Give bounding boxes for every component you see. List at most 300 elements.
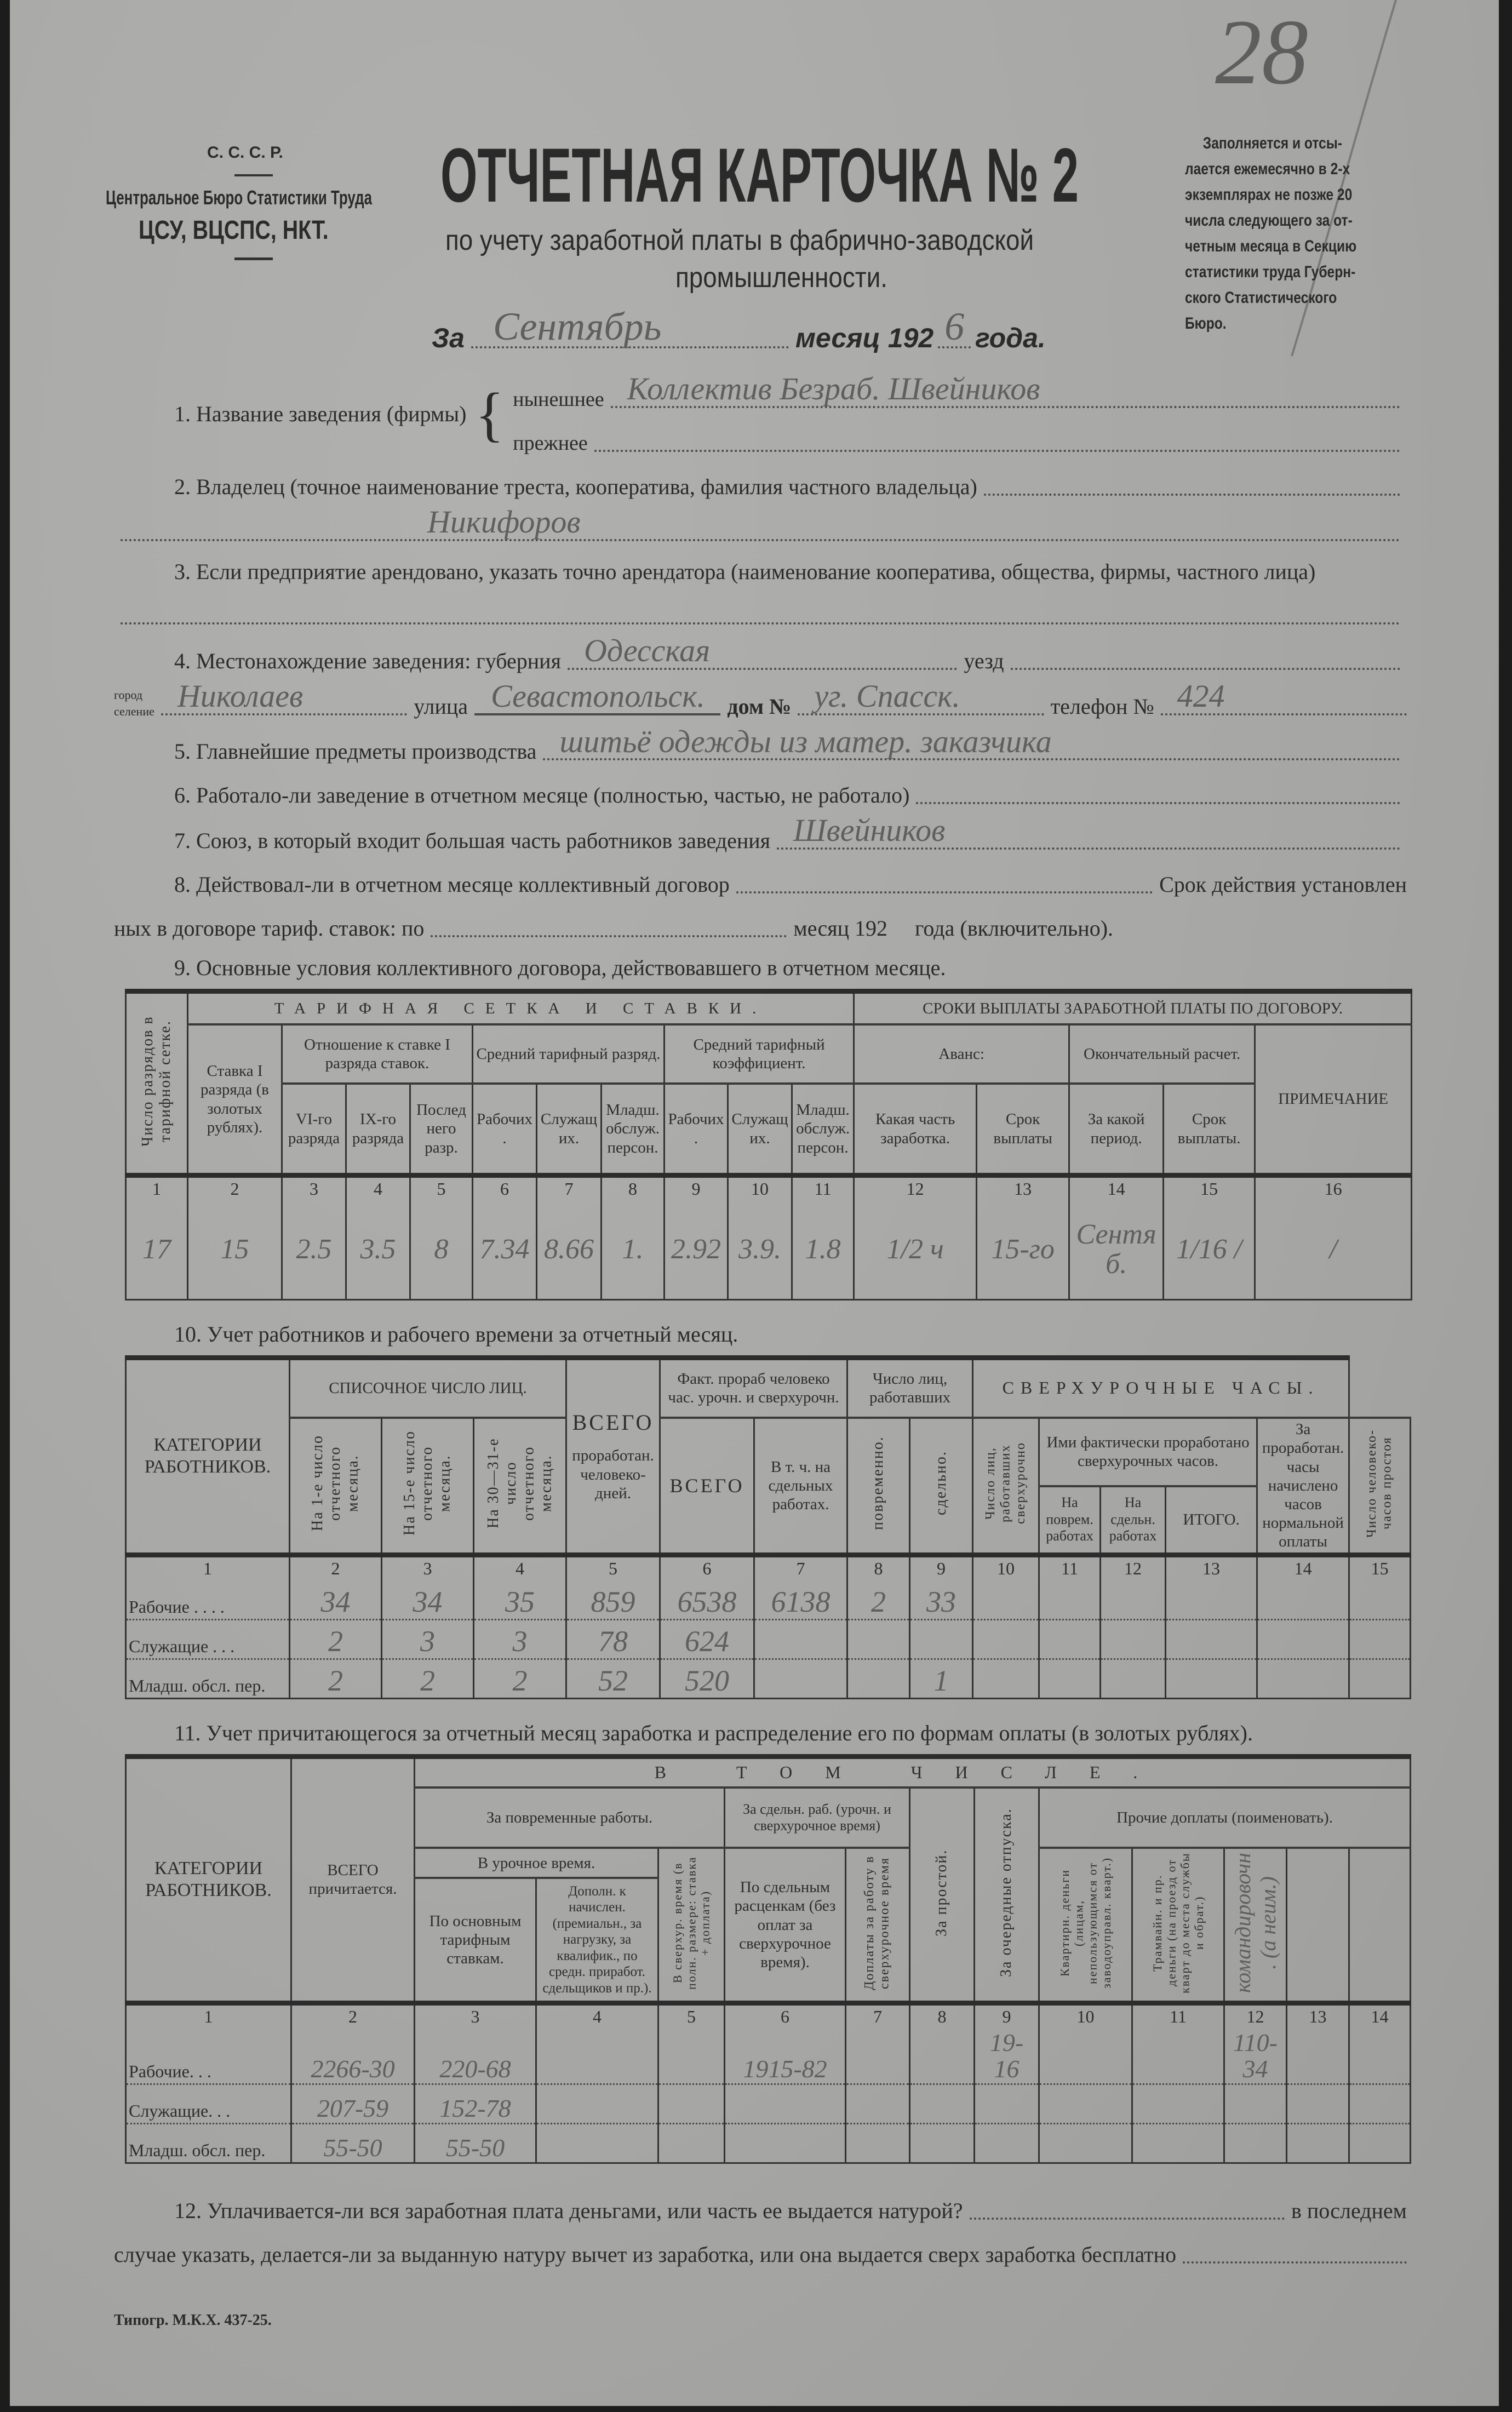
- column-number: 8: [602, 1176, 665, 1201]
- column-number: 12: [1224, 2003, 1287, 2028]
- q1-prev-label: прежнее: [513, 432, 588, 455]
- column-number: 2: [291, 2003, 415, 2028]
- table-cell[interactable]: [1349, 1619, 1411, 1659]
- q2-label: 2. Владелец (точное наименование треста, кооператива, фамилия частного владельца): [174, 474, 977, 499]
- column-number: 14: [1257, 1555, 1349, 1580]
- collective-agreement-table: [125, 989, 1412, 1300]
- period-row: [432, 307, 1046, 354]
- header-col-10: [973, 1418, 1039, 1555]
- table-cell[interactable]: 15-го: [977, 1201, 1069, 1299]
- column-number: 7: [754, 1555, 847, 1580]
- table-cell[interactable]: 35: [474, 1580, 566, 1619]
- header-total-sub: проработан. человеко-дней.: [572, 1447, 654, 1502]
- table-cell[interactable]: [536, 2084, 658, 2124]
- header-col-6: ВСЕГО: [660, 1418, 754, 1555]
- header-col-15: [1349, 1418, 1411, 1555]
- table-cell[interactable]: 3.5: [346, 1201, 410, 1299]
- table-cell[interactable]: 207-59: [291, 2084, 415, 2124]
- table-cell[interactable]: 3: [382, 1619, 474, 1659]
- bureau-label: Центральное Бюро Статистики Труда: [106, 186, 372, 209]
- q4-house-label: дом №: [727, 694, 792, 719]
- q7-field[interactable]: [777, 814, 1400, 850]
- table-cell[interactable]: [725, 2084, 846, 2124]
- table-row: [126, 1619, 1411, 1659]
- table-cell[interactable]: [910, 2029, 975, 2084]
- header-time-work: За повременные работы.: [415, 1787, 725, 1848]
- table-cell[interactable]: [1224, 2084, 1287, 2124]
- q4-phone-value: 424: [1177, 678, 1225, 714]
- q6-row: [114, 770, 1407, 809]
- q4-uezd-label: уезд: [964, 648, 1004, 673]
- row-category: Рабочие. . .: [126, 2029, 291, 2084]
- header-col-4: Дополн. к начислен. (премиальн., за нагрузку, за квалифик., по средн. приработ. сдельщиков и пр.).: [536, 1878, 658, 2003]
- q8-line2-a: ных в договоре тариф. ставок: по: [114, 916, 425, 941]
- table-cell[interactable]: 8: [410, 1201, 473, 1299]
- q8-label: 8. Действовал-ли в отчетном месяце коллективный договор: [174, 872, 730, 897]
- table-cell[interactable]: 6538: [660, 1580, 754, 1619]
- header-col-8: [910, 1787, 975, 2003]
- table-cell[interactable]: 19-16: [975, 2029, 1039, 2084]
- column-number: 5: [566, 1555, 660, 1580]
- table-cell[interactable]: 220-68: [415, 2029, 536, 2084]
- q3-label: 3. Если предприятие арендовано, указать точно арендатора (наименование кооператива, общества, фирмы, частного лица): [174, 559, 1316, 584]
- header-regular-time: В урочное время.: [415, 1848, 658, 1878]
- table-cell[interactable]: 1.: [602, 1201, 665, 1299]
- table-cell[interactable]: 152-78: [415, 2084, 536, 2124]
- header-piece-work: За сдельн. раб. (урочн. и сверхурочное время): [725, 1787, 910, 1848]
- header-col-12: Какая часть заработка.: [854, 1084, 977, 1176]
- table-cell[interactable]: 2: [290, 1619, 382, 1659]
- q4-house-value: уг. Спасск.: [814, 678, 960, 714]
- q12-line-1: 12. Уплачивается-ли вся заработная плата деньгами, или часть ее выдается натурой?: [174, 2198, 963, 2224]
- q4-phone-label: телефон №: [1050, 694, 1154, 719]
- header-categories: КАТЕГОРИИ РАБОТНИКОВ.: [126, 1756, 291, 2003]
- q8-term-label: Срок действия установлен: [1159, 872, 1407, 897]
- table-cell[interactable]: [846, 2124, 910, 2163]
- table-cell[interactable]: 110-34: [1224, 2029, 1287, 2084]
- table-cell[interactable]: [1349, 1580, 1411, 1619]
- header-label: На 30—31-е число отчетного месяца.: [484, 1438, 555, 1529]
- table-cell[interactable]: [1166, 1580, 1257, 1619]
- table-cell[interactable]: Сентяб.: [1069, 1201, 1164, 1299]
- table-cell[interactable]: [1039, 1659, 1101, 1698]
- q1-now-label: нынешнее: [513, 388, 604, 411]
- q4-street-field[interactable]: [474, 680, 720, 715]
- table-cell[interactable]: [1039, 2124, 1132, 2163]
- table-row: [126, 2084, 1411, 2124]
- header-col-11: Младш. обслуж. персон.: [792, 1084, 854, 1176]
- header-col-7: В т. ч. на сдельных работах.: [754, 1418, 847, 1555]
- q9-row: [114, 947, 1407, 981]
- row-category: Младш. обсл. пер.: [126, 2124, 291, 2163]
- note-line: ского Статистического: [1185, 289, 1337, 307]
- table-cell[interactable]: [910, 2084, 975, 2124]
- table-cell[interactable]: [658, 2124, 725, 2163]
- q9-label: 9. Основные условия коллективного договора, действовавшего в отчетном месяце.: [174, 955, 946, 981]
- table-cell[interactable]: 1.8: [792, 1201, 854, 1299]
- header-list-count: СПИСОЧНОЕ ЧИСЛО ЛИЦ.: [290, 1357, 566, 1418]
- q5-row: [114, 725, 1407, 765]
- earnings-table: [125, 1754, 1411, 2164]
- table-cell[interactable]: 1915-82: [725, 2029, 846, 2084]
- note-line: четным месяца в Секцию: [1185, 237, 1357, 255]
- q1-label: 1. Название заведения (фирмы): [174, 402, 467, 427]
- period-year-value: 6: [944, 305, 965, 348]
- table-cell[interactable]: [536, 2124, 658, 2163]
- q8-line2-b: месяц 192: [793, 916, 888, 941]
- divider: [234, 174, 273, 176]
- table-cell[interactable]: [973, 1580, 1039, 1619]
- header-overtime: СВЕРХУРОЧНЫЕ ЧАСЫ.: [973, 1357, 1349, 1418]
- table-cell[interactable]: 859: [566, 1580, 660, 1619]
- table-cell[interactable]: [1224, 2124, 1287, 2163]
- column-number: 2: [290, 1555, 382, 1580]
- table-cell[interactable]: [846, 2029, 910, 2084]
- table-cell[interactable]: [1257, 1619, 1349, 1659]
- subtitle-line-1: по учету заработной платы в фабрично-заводской: [445, 225, 1034, 256]
- table-cell[interactable]: [1257, 1659, 1349, 1698]
- header-total-label: ВСЕГО: [572, 1410, 654, 1435]
- table-row: [126, 1201, 1412, 1299]
- table-cell[interactable]: [725, 2124, 846, 2163]
- table-cell[interactable]: [1257, 1580, 1349, 1619]
- header-final: Окончательный расчет.: [1069, 1024, 1255, 1084]
- table-cell[interactable]: [1039, 1580, 1101, 1619]
- header-col-3: VI-го разряда: [282, 1084, 346, 1176]
- q12-line-1-end: в последнем: [1291, 2198, 1407, 2224]
- table-cell[interactable]: [1287, 2124, 1349, 2163]
- header-payment-terms: СРОКИ ВЫПЛАТЫ ЗАРАБОТНОЙ ПЛАТЫ ПО ДОГОВОРУ.: [854, 992, 1412, 1024]
- printer-imprint: Типогр. М.К.Х. 437-25.: [114, 2311, 272, 2329]
- header-label: Доплаты за работу в сверхурочное время: [862, 1855, 892, 1990]
- note-line: числа следующего за от-: [1185, 211, 1353, 230]
- table-cell[interactable]: [847, 1659, 910, 1698]
- header-col-5: Последнего разр.: [410, 1084, 473, 1176]
- header-col-11: На поврем. работах: [1039, 1486, 1101, 1555]
- table-cell[interactable]: [847, 1619, 910, 1659]
- header-worked-overtime: Ими фактически проработано сверхурочных часов.: [1039, 1418, 1257, 1486]
- table-cell[interactable]: 1/16 /: [1164, 1201, 1255, 1299]
- q8-line2-c: года (включительно).: [915, 916, 1114, 941]
- q4-city-field[interactable]: [161, 680, 407, 715]
- period-year-field[interactable]: [938, 307, 971, 348]
- table-cell[interactable]: [1166, 1659, 1257, 1698]
- table-cell[interactable]: 2: [847, 1580, 910, 1619]
- header-fact-hours: Факт. прораб человеко час. урочн. и сверхурочн.: [660, 1357, 847, 1418]
- row-category: Служащие . . .: [126, 1619, 290, 1659]
- column-number: 15: [1349, 1555, 1411, 1580]
- column-number: 11: [792, 1176, 854, 1201]
- header-label: На 1-е число отчетного месяца.: [309, 1435, 362, 1532]
- q1-now-value: Коллектив Безраб. Швейников: [627, 371, 1040, 406]
- table-cell[interactable]: [754, 1659, 847, 1698]
- q8-field[interactable]: [736, 860, 1153, 893]
- column-numbers-row: [126, 2003, 1411, 2028]
- header-note: ПРИМЕЧАНИЕ: [1255, 1024, 1412, 1176]
- table-cell[interactable]: [975, 2084, 1039, 2124]
- table-cell[interactable]: 34: [290, 1580, 382, 1619]
- note-line: статистики труда Губерн-: [1185, 263, 1356, 281]
- table-cell[interactable]: /: [1255, 1201, 1412, 1299]
- header-rate-grade-1: Ставка I разряда (в золотых рублях).: [188, 1024, 282, 1176]
- table-cell[interactable]: 33: [910, 1580, 973, 1619]
- q4-gubernia-field[interactable]: [568, 634, 957, 670]
- table-row: [126, 2124, 1411, 2163]
- q5-value: шитьё одежды из матер. заказчика: [559, 723, 1052, 759]
- table-cell[interactable]: 2.5: [282, 1201, 346, 1299]
- q8-row-2: [114, 903, 1407, 942]
- table-cell[interactable]: [1349, 2029, 1411, 2084]
- header-col-14: За проработан. часы начислено часов нормальной оплаты: [1257, 1418, 1349, 1555]
- q1-prev-field[interactable]: [594, 418, 1400, 452]
- table-cell[interactable]: [1101, 1619, 1166, 1659]
- column-number: 10: [973, 1555, 1039, 1580]
- q2-field[interactable]: [984, 462, 1400, 496]
- column-number: 2: [188, 1176, 282, 1201]
- q3-row: [114, 551, 1407, 585]
- column-number: 7: [537, 1176, 602, 1201]
- table-cell[interactable]: 624: [660, 1619, 754, 1659]
- table-cell[interactable]: 78: [566, 1619, 660, 1659]
- header-label: повременно.: [869, 1436, 887, 1531]
- column-number: 4: [474, 1555, 566, 1580]
- table-cell[interactable]: [1349, 2084, 1411, 2124]
- row-category: Рабочие . . . .: [126, 1580, 290, 1619]
- period-month-value: Сентябрь: [492, 305, 662, 348]
- table-cell[interactable]: 52: [566, 1659, 660, 1698]
- table-cell[interactable]: [754, 1619, 847, 1659]
- column-number: 9: [975, 2003, 1039, 2028]
- column-number: 11: [1132, 2003, 1224, 2028]
- header-label: На 15-е число отчетного месяца.: [401, 1430, 454, 1536]
- orgs-label: ЦСУ, ВЦСПС, НКТ.: [139, 216, 329, 245]
- header-col-4: [474, 1418, 566, 1555]
- header-col-9: [910, 1418, 973, 1555]
- column-number: 7: [846, 2003, 910, 2028]
- table-cell[interactable]: [1287, 2084, 1349, 2124]
- column-number: 16: [1255, 1176, 1412, 1201]
- q10-label: 10. Учет работников и рабочего времени за отчетный месяц.: [174, 1321, 738, 1347]
- header-total-days: [566, 1357, 660, 1555]
- table-cell[interactable]: [1101, 1580, 1166, 1619]
- header-col-3: По основным тарифным ставкам.: [415, 1878, 536, 2003]
- header-label: Трамвайн. и пр. деньги (на проезд от кварт до места службы и обрат.): [1150, 1852, 1206, 1993]
- table-cell[interactable]: [1132, 2029, 1224, 2084]
- header-persons: Число лиц, работавших: [847, 1357, 973, 1418]
- column-number: 5: [658, 2003, 725, 2028]
- table-cell[interactable]: 1: [910, 1659, 973, 1698]
- q4-gubernia-value: Одесская: [583, 632, 711, 668]
- q11-label: 11. Учет причитающегося за отчетный месяц заработка и распределение его по формам оплаты (в золотых рублях).: [174, 1720, 1253, 1745]
- table-cell[interactable]: 3: [474, 1619, 566, 1659]
- table-cell[interactable]: [1101, 1659, 1166, 1698]
- table-cell[interactable]: [658, 2084, 725, 2124]
- q4-uezd-field[interactable]: [1011, 636, 1400, 670]
- header-col-8: Младш. обслуж. персон.: [602, 1084, 665, 1176]
- table-cell[interactable]: [1039, 1619, 1101, 1659]
- q1-now-field[interactable]: [611, 373, 1400, 408]
- header-label: Квартирн. деньги (лицам, непользующимся от заводоуправл. кварт.): [1057, 1857, 1113, 1989]
- table-cell[interactable]: 2.92: [665, 1201, 728, 1299]
- period-suffix: года.: [975, 322, 1046, 353]
- q12-line-2: случае указать, делается-ли за выданную натуру вычет из заработка, или она выдается сверх заработка бесплатно: [114, 2242, 1177, 2267]
- table-cell[interactable]: 2266-30: [291, 2029, 415, 2084]
- table-cell[interactable]: [1039, 2029, 1132, 2084]
- table-cell[interactable]: 2: [474, 1659, 566, 1698]
- q12-field[interactable]: [970, 2186, 1285, 2220]
- column-number: 8: [847, 1555, 910, 1580]
- q4-house-field[interactable]: [798, 680, 1044, 715]
- header-label: За простой.: [933, 1848, 950, 1937]
- q4-address-row: [114, 680, 1407, 720]
- q1-prev-row: [513, 418, 1407, 456]
- form-body: [114, 373, 1407, 2329]
- q11-row: [114, 1712, 1407, 1746]
- header-col-2: [290, 1418, 382, 1555]
- header-tariff-grid: ТАРИФНАЯ СЕТКА И СТАВКИ.: [188, 992, 854, 1024]
- table-cell[interactable]: [975, 2124, 1039, 2163]
- table-cell[interactable]: 17: [126, 1201, 188, 1299]
- header-label-handwritten: командировочн. (а неим.): [1230, 1852, 1280, 1993]
- table-cell[interactable]: 2: [382, 1659, 474, 1698]
- header-col-8: [847, 1418, 910, 1555]
- footer-row: [114, 2295, 1407, 2329]
- period-month-label: месяц 192: [795, 322, 934, 353]
- q5-field[interactable]: [543, 725, 1400, 761]
- q4-phone-field[interactable]: [1161, 680, 1407, 715]
- table-cell[interactable]: [1039, 2084, 1132, 2124]
- header-col-10: [1039, 1848, 1132, 2003]
- table-cell[interactable]: [910, 1619, 973, 1659]
- instructions-note: [1185, 130, 1356, 336]
- note-line: Бюро.: [1185, 314, 1227, 333]
- workers-time-table: [125, 1355, 1411, 1699]
- header-col-12: На сдельн. работах: [1101, 1486, 1166, 1555]
- q3-field[interactable]: [121, 591, 1400, 625]
- column-number: 3: [382, 1555, 474, 1580]
- q4-street-label: улица: [414, 694, 468, 719]
- column-number: 13: [977, 1176, 1069, 1201]
- q4-row: [114, 634, 1407, 674]
- table-cell[interactable]: 6138: [754, 1580, 847, 1619]
- header-col-13: ИТОГО.: [1166, 1486, 1257, 1555]
- table-cell[interactable]: [1349, 2124, 1411, 2163]
- table-cell[interactable]: [973, 1619, 1039, 1659]
- column-number: 4: [536, 2003, 658, 2028]
- table-cell[interactable]: [910, 2124, 975, 2163]
- header-col-6: Рабочих.: [473, 1084, 537, 1176]
- table-cell[interactable]: [1132, 2084, 1224, 2124]
- header-label: В сверхур. время (в полн. размере: ставка + доплата): [671, 1855, 712, 1990]
- header-total: ВСЕГО причитается.: [291, 1756, 415, 2003]
- q7-label: 7. Союз, в который входит большая часть работников заведения: [174, 828, 771, 853]
- table-cell[interactable]: 55-50: [291, 2124, 415, 2163]
- period-prefix: За: [432, 322, 465, 353]
- q2-field-line2[interactable]: [121, 503, 1400, 541]
- table-cell[interactable]: 55-50: [415, 2124, 536, 2163]
- q2-value: Никифоров: [427, 503, 581, 540]
- table-cell[interactable]: 34: [382, 1580, 474, 1619]
- column-number: 11: [1039, 1555, 1101, 1580]
- column-number: 12: [1101, 1555, 1166, 1580]
- table-cell[interactable]: 3.9.: [728, 1201, 792, 1299]
- q6-field[interactable]: [916, 770, 1400, 804]
- table-cell[interactable]: 7.34: [473, 1201, 537, 1299]
- table-cell[interactable]: 8.66: [537, 1201, 602, 1299]
- note-line: экземплярах не позже 20: [1185, 186, 1353, 204]
- header-label: сдельно.: [932, 1451, 949, 1516]
- column-number: 9: [910, 1555, 973, 1580]
- period-month-field[interactable]: [471, 307, 789, 348]
- table-cell[interactable]: [1132, 2124, 1224, 2163]
- header-col-11: [1132, 1848, 1224, 2003]
- column-number: 14: [1069, 1176, 1164, 1201]
- table-cell[interactable]: [536, 2029, 658, 2084]
- q8-month-field[interactable]: [431, 903, 787, 937]
- table-row: [126, 2029, 1411, 2084]
- table-cell[interactable]: [658, 2029, 725, 2084]
- table-cell[interactable]: 520: [660, 1659, 754, 1698]
- q12-field-2[interactable]: [1183, 2230, 1407, 2264]
- header-label: За очередные отпуска.: [998, 1808, 1015, 1977]
- table-row: [126, 1659, 1411, 1698]
- header-col-9: [975, 1787, 1039, 2003]
- q7-row: [114, 814, 1407, 854]
- table-cell[interactable]: 15: [188, 1201, 282, 1299]
- header-col-5: [658, 1848, 725, 2003]
- header-col-15: Срок выплаты.: [1164, 1084, 1255, 1176]
- table-cell[interactable]: [1166, 1619, 1257, 1659]
- column-number: 14: [1349, 2003, 1411, 2028]
- column-number: 4: [346, 1176, 410, 1201]
- column-number: 1: [126, 2003, 291, 2028]
- q10-row: [114, 1314, 1407, 1348]
- page-title: ОТЧЕТНАЯ КАРТОЧКА № 2: [440, 132, 1079, 218]
- header-advance: Аванс:: [854, 1024, 1069, 1084]
- q4-label: 4. Местонахождение заведения: губерния: [174, 648, 561, 673]
- table-cell[interactable]: 1/2 ч: [854, 1201, 977, 1299]
- table-cell[interactable]: [1349, 1659, 1411, 1698]
- q6-label: 6. Работало-ли заведение в отчетном месяце (полностью, частью, не работало): [174, 783, 910, 808]
- table-cell[interactable]: [846, 2084, 910, 2124]
- header-col-4: IX-го разряда: [346, 1084, 410, 1176]
- q4-city-label: город: [114, 688, 143, 702]
- header-col-7: [846, 1848, 910, 2003]
- q8-row: [114, 860, 1407, 898]
- table-row: [126, 1580, 1411, 1619]
- note-line: лается ежемесячно в 2-х: [1185, 160, 1350, 178]
- column-number: 6: [660, 1555, 754, 1580]
- header-avg-grade: Средний тарифный разряд.: [473, 1024, 665, 1084]
- column-numbers-row: [126, 1176, 1412, 1201]
- table-cell[interactable]: [973, 1659, 1039, 1698]
- column-number: 10: [728, 1176, 792, 1201]
- q7-value: Швейников: [793, 812, 946, 849]
- header-including: В ТОМ ЧИСЛЕ.: [415, 1756, 1411, 1787]
- q12-row: [114, 2186, 1407, 2224]
- column-number: 1: [126, 1555, 290, 1580]
- column-number: 13: [1166, 1555, 1257, 1580]
- table-cell[interactable]: [1287, 2029, 1349, 2084]
- q4-street-value: Севастопольск.: [491, 678, 705, 714]
- q3-row-2: [114, 591, 1407, 629]
- header-col-14: За какой период.: [1069, 1084, 1164, 1176]
- report-card-page: [10, 0, 1499, 2406]
- archive-number: 28: [1215, 1, 1308, 104]
- table-cell[interactable]: 2: [290, 1659, 382, 1698]
- brace-icon: {: [475, 381, 505, 448]
- header-col-3: [382, 1418, 474, 1555]
